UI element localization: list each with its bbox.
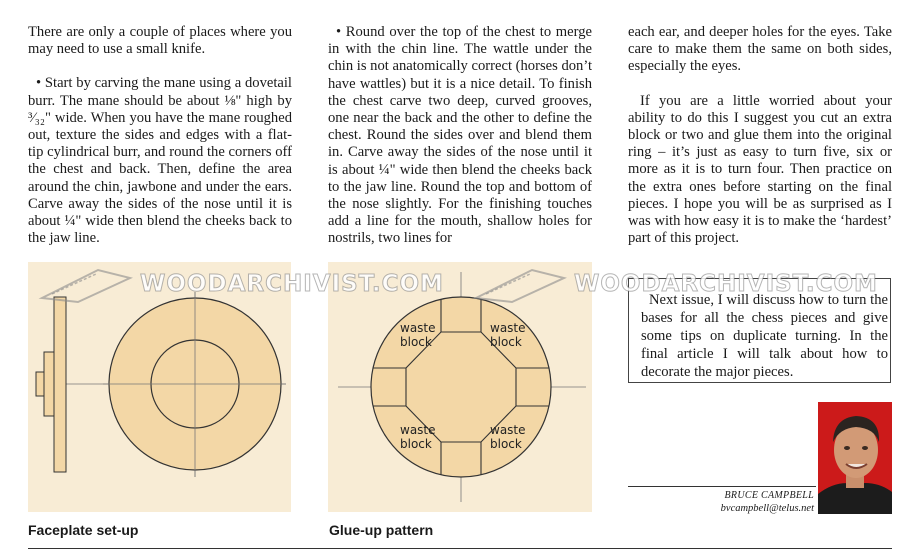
saw-logo-icon <box>472 264 568 304</box>
figure-caption: Faceplate set-up <box>28 522 139 538</box>
author-name: BRUCE CAMPBELL <box>724 490 814 501</box>
text-column-1 <box>28 24 292 247</box>
author-photo <box>818 402 892 514</box>
waste-label: waste <box>490 423 526 437</box>
author-email: bvcampbell@telus.net <box>720 503 814 514</box>
text-column-2 <box>328 24 592 248</box>
faceplate-hub <box>36 372 44 396</box>
paragraph: • Round over the top of the chest to merge in with the chin line. The wattle under the chin is not anatomically correct (horses don’t have wattles) but it is a nice detail. To finish the chest carve two deep, curved grooves, one near the back and the other to define the chest. Round the sides over and blend them in. Carve away the sides of the nose until it is about ¼" wide then blend the cheeks back to the jaw line. Round the top and bottom of the nose slightly. For the finishing touches add a line for the mouth, shallow holes for nostrils, two lines for <box>328 24 592 247</box>
page-bottom-rule <box>28 548 892 549</box>
figure-caption: Glue-up pattern <box>329 522 434 538</box>
paragraph: • Start by carving the mane using a dovetail burr. The mane should be about ⅛" high by ³⁄₃₂" wide. When you have the mane roughed out, texture the sides and edges with a flat-tip cylindrical burr, and round the corners off the chest and back. Then, define the area around the chin, jawbone and under the ears. Carve away the sides of the nose until it is about ¼" wide then blend the cheeks back to the jaw line. <box>28 75 292 247</box>
watermark <box>472 262 878 306</box>
paragraph: each ear, and deeper holes for the eyes. Take care to make them the same on both sides, especially the eyes. <box>628 24 892 75</box>
watermark-text: WOODARCHIVIST.COM <box>574 271 878 297</box>
waste-label: waste <box>400 423 436 437</box>
ring-profile <box>54 297 66 472</box>
waste-label: waste <box>400 321 436 335</box>
block-label: block <box>490 335 522 349</box>
author-portrait <box>818 402 892 514</box>
paragraph: If you are a little worried about your ability to do this I suggest you cut an extra block or two and glue them into the original ring – it’s just as easy to turn five, six or more as it is to turn four. Then practice on the extra ones before starting on the final pieces. I hope you will be as surprised as I was with how easy it is to make the ‘hardest’ part of this project. <box>628 92 892 247</box>
saw-logo-icon <box>38 264 134 304</box>
block-label: block <box>400 335 432 349</box>
text-column-3 <box>628 24 892 247</box>
block-label: block <box>490 437 522 451</box>
watermark <box>38 262 444 306</box>
paragraph: There are only a couple of places where you may need to use a small knife. <box>28 24 292 58</box>
author-rule <box>628 486 816 487</box>
watermark-text: WOODARCHIVIST.COM <box>140 271 444 297</box>
waste-label: waste <box>490 321 526 335</box>
next-issue-text: Next issue, I will discuss how to turn the bases for all the chess pieces and give some tips on duplicate turning. In the final article I will talk about how to decorate the major pieces. <box>641 292 888 380</box>
faceplate-plate <box>44 352 54 416</box>
block-label: block <box>400 437 432 451</box>
